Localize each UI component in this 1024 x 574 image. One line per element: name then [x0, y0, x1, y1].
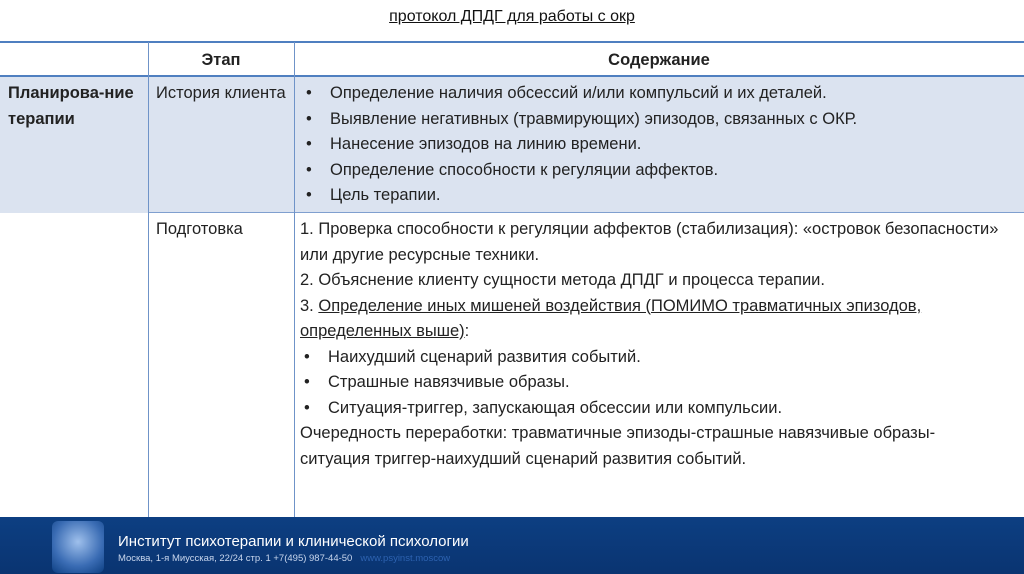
institute-logo-icon [52, 521, 104, 573]
colon: : [464, 322, 470, 340]
paragraph: 1. Проверка способности к регуляции аффектов (стабилизация): «островок безопасности» или другие ресурсные техники. [300, 220, 999, 264]
paragraph-number: 3. [300, 296, 319, 315]
footer [0, 517, 1024, 574]
header-border [0, 75, 1024, 77]
header-stage: Этап [201, 51, 241, 69]
paragraph: Очередность переработки: травматичные эпизоды-страшные навязчивые образы-ситуация триггер-наихудший сценарий развития событий. [300, 424, 936, 468]
list-item: • Страшные навязчивые образы. [300, 370, 1000, 396]
list-item: • Ситуация-триггер, запускающая обсессии или компульсии. [300, 396, 1000, 422]
list-item: • Выявление негативных (травмирующих) эпизодов, связанных с ОКР. [296, 107, 1016, 133]
list-item: • Определение способности к регуляции аффектов. [296, 158, 1016, 184]
col-divider [294, 42, 295, 574]
col-divider [148, 42, 149, 574]
row-divider [148, 212, 1024, 213]
list-item: • Наихудший сценарий развития событий. [300, 345, 1000, 371]
list-item: • Нанесение эпизодов на линию времени. [296, 132, 1016, 158]
list-item: • Определение наличия обсессий и/или компульсий и их деталей. [296, 81, 1016, 107]
list-item: • Цель терапии. [296, 183, 1016, 209]
underlined-text: Определение иных мишеней воздействия (ПОМИМО травматичных эпизодов, определенных выше) [300, 296, 922, 340]
header-content: Содержание [608, 51, 710, 69]
institute-name: Институт психотерапии и клинической психологии [118, 533, 469, 550]
phase-label: Планирова-ние терапии [8, 84, 134, 128]
history-list [296, 81, 1016, 209]
website-link[interactable]: www.psyinst.moscow [360, 553, 451, 564]
targets-list [300, 345, 1000, 422]
paragraph: 2. Объяснение клиенту сущности метода ДПДГ и процесса терапии. [300, 271, 825, 289]
table-top-border [0, 41, 1024, 43]
address-text: Москва, 1-я Миусская, 22/24 стр. 1 +7(495) 987-44-50 [118, 553, 353, 564]
page-title: протокол ДПДГ для работы с окр [389, 8, 635, 25]
stage-preparation: Подготовка [156, 220, 243, 238]
preparation-content [300, 217, 1000, 472]
institute-address [118, 553, 450, 564]
paragraph [300, 294, 1000, 345]
stage-history: История клиента [156, 84, 286, 102]
